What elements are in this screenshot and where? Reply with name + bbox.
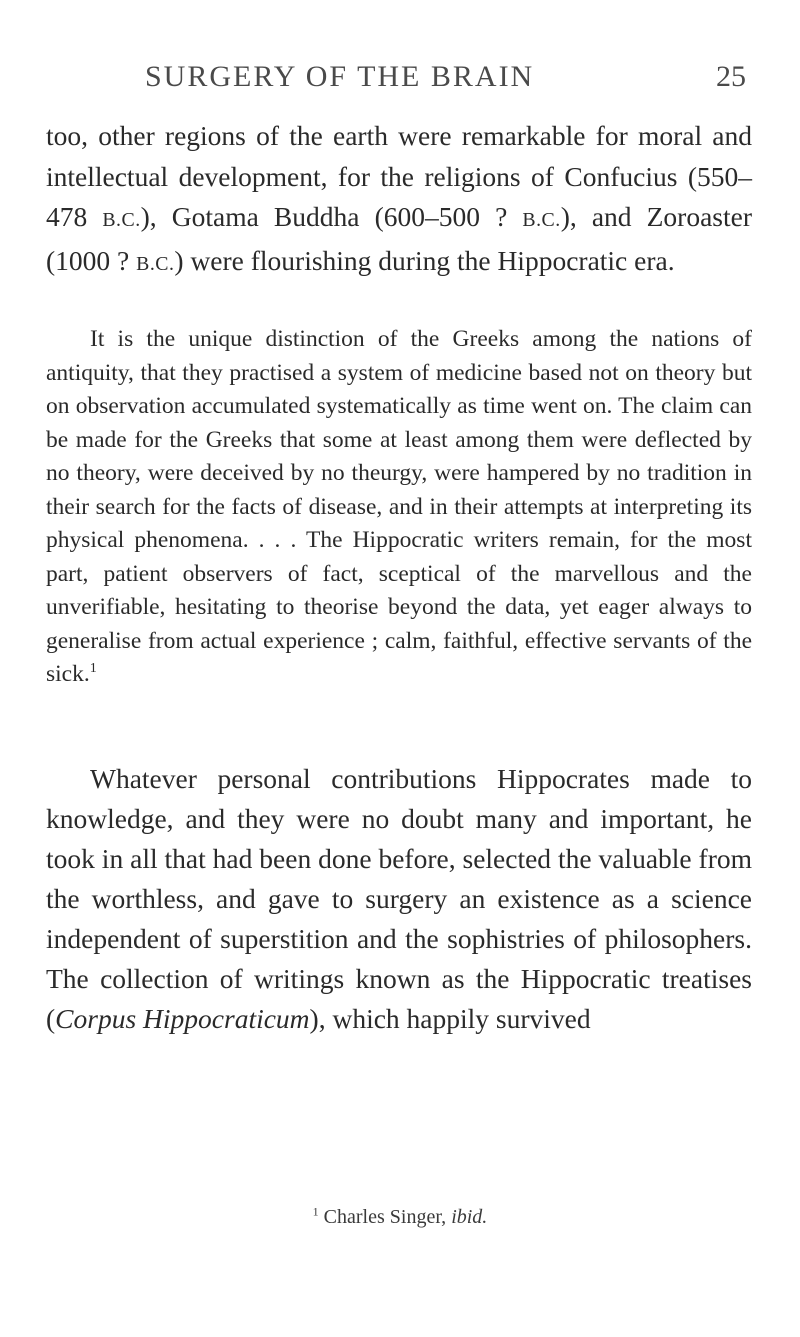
running-title: SURGERY OF THE BRAIN [145, 60, 535, 93]
footnote-reference: 1 [89, 660, 97, 677]
page-header [0, 40, 800, 100]
paragraph-1-text: too, other regions of the earth were remarkable for moral and intellectual development, for the religions of Confucius (550–478 B.C.), Gotama Buddha (600–500 ? B.C.), and Zoroaster (1000 ? B.C.) were flourishing during the Hippocratic era. [46, 120, 753, 276]
page-number: 25 [716, 60, 746, 93]
paragraph-3 [46, 759, 752, 1039]
footnote [0, 1206, 800, 1229]
italic-title: Corpus Hippocraticum [55, 1003, 310, 1034]
paragraph-2-quote [46, 323, 752, 692]
era-abbrev: B.C. [102, 209, 141, 231]
era-abbrev: B.C. [522, 209, 561, 231]
paragraph-3-text: Whatever personal contributions Hippocrates made to knowledge, and they were no doubt many and important, he took in all that had been done before, selected the valuable from the worthless, and gave to surgery an existence as a science independent of superstition and the sophistries of philosophers. The collection of writings known as the Hippocratic treatises (Corpus Hippocraticum), which happily survived [46, 763, 752, 1034]
footnote-marker: 1 [312, 1204, 319, 1219]
era-abbrev: B.C. [136, 252, 175, 275]
paragraph-2-text: It is the unique distinction of the Greeks among the nations of antiquity, that they practised a system of medicine based not on theory but on observation accumulated systematically as time went on. The claim can be made for the Greeks that some at least among them were deflected by no theory, were deceived by no theurgy, were hampered by no tradition in their search for the facts of disease, and in their attempts at interpreting its physical phenomena. . . . The Hippocratic writers remain, for the most part, patient observers of fact, sceptical of the marvellous and the unverifiable, hesitating to theorise beyond the data, yet eager always to generalise from actual experience ; calm, faithful, effective servants of the sick.$^1$ [46, 326, 752, 687]
paragraph-1 [46, 116, 752, 284]
footnote-ref: ibid. [451, 1206, 488, 1228]
footnote-author: Charles Singer, [323, 1206, 452, 1228]
